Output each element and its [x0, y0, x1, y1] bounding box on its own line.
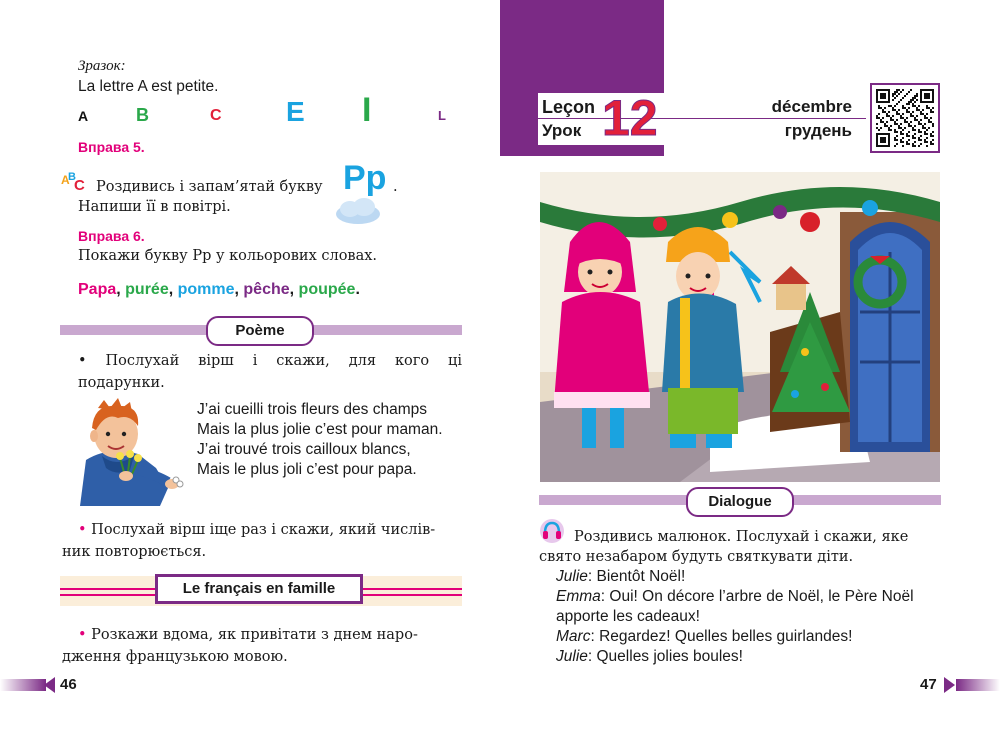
- word-papa: Papa: [78, 281, 117, 298]
- lecon-label: Leçon: [542, 97, 596, 117]
- dialogue-line-5: [556, 647, 743, 667]
- cloud-icon: [333, 196, 383, 226]
- word-peche: pêche: [243, 281, 290, 298]
- speaker-emma: Emma: [556, 588, 601, 605]
- christmas-illustration: [540, 172, 940, 482]
- poeme-header: Poème: [206, 316, 314, 346]
- exercise-5-line1: Роздивись і запам’ятай букву: [96, 179, 323, 195]
- word-sep: ,: [234, 281, 244, 298]
- colored-words: [78, 281, 360, 299]
- poem-line-2: Mais la plus jolie c’est pour maman.: [197, 421, 443, 438]
- svg-text:A: A: [61, 173, 70, 187]
- word-sep: ,: [289, 281, 299, 298]
- month-fr: décembre: [771, 97, 852, 116]
- dialogue-text: : Oui! On décore l’arbre de Noël, le Père Noël: [600, 588, 914, 605]
- famille-text: Розкажи вдома, як привітати з днем наро-: [91, 627, 418, 643]
- arrow-right-icon: [944, 677, 955, 693]
- word-poupee: poupée: [298, 281, 356, 298]
- poem-intro-line2: подарунки.: [78, 375, 165, 391]
- poem-intro-line1: [78, 350, 462, 372]
- speaker-marc: Marc: [556, 628, 591, 645]
- letter-i: I: [362, 91, 372, 129]
- urok-label: Урок: [542, 121, 582, 140]
- dialogue-line-2: [556, 587, 914, 607]
- dialogue-line-4: [556, 627, 852, 647]
- page-bar-right: [956, 679, 1000, 691]
- famille-header: Le français en famille: [155, 574, 363, 604]
- boy-with-flowers-illustration: [68, 398, 188, 506]
- famille-line1: • Розкажи вдома, як привітати з днем наро-: [78, 627, 418, 643]
- dialogue-text: : Regardez! Quelles belles guirlandes!: [590, 628, 853, 645]
- lesson-header-divider: [538, 118, 866, 119]
- svg-text:C: C: [74, 177, 85, 192]
- exercise-5-dot: .: [393, 179, 398, 195]
- poem-again-line1: • Послухай вірш іще раз і скажи, який числів-: [78, 522, 436, 538]
- poem-again-text: Послухай вірш іще раз і скажи, який числів-: [91, 522, 436, 538]
- exercise-6-title: Вправа 6.: [78, 228, 145, 244]
- letter-pp: Pp: [343, 159, 387, 197]
- poem-line-3: J’ai trouvé trois cailloux blancs,: [197, 441, 411, 458]
- headphones-icon: [539, 518, 565, 544]
- word-sep: ,: [168, 281, 178, 298]
- speaker-julie: Julie: [556, 568, 588, 585]
- letter-c: C: [210, 107, 222, 124]
- dialogue-intro-line1: Роздивись малюнок. Послухай і скажи, яке: [574, 529, 909, 545]
- word-end: .: [355, 281, 360, 298]
- dialogue-text: apporte les cadeaux!: [556, 608, 700, 625]
- exercise-5-title: Вправа 5.: [78, 139, 145, 155]
- sample-label: Зразок:: [78, 58, 126, 74]
- letter-b: B: [136, 105, 149, 125]
- dialogue-text: : Bientôt Noël!: [587, 568, 686, 585]
- poem-line-1: J’ai cueilli trois fleurs des champs: [197, 401, 428, 418]
- word-pomme: pomme: [177, 281, 235, 298]
- speaker-julie: Julie: [556, 648, 588, 665]
- lesson-header: [538, 90, 866, 146]
- abc-icon: [60, 170, 90, 192]
- dialogue-line-3: [556, 607, 700, 627]
- dialogue-text: : Quelles jolies boules!: [587, 648, 743, 665]
- exercise-5-line2: Напиши її в повітрі.: [78, 199, 231, 215]
- month-ua: грудень: [784, 121, 852, 140]
- letter-e: E: [286, 96, 305, 127]
- dialogue-header: Dialogue: [686, 487, 794, 517]
- poem-line-4: Mais le plus joli c’est pour papa.: [197, 461, 417, 478]
- page-number-right: 47: [920, 676, 937, 693]
- sample-sentence: La lettre A est petite.: [78, 78, 219, 95]
- letters-row: [78, 91, 468, 129]
- lesson-number: 12: [602, 90, 658, 146]
- word-sep: ,: [116, 281, 126, 298]
- arrow-left-icon: [44, 677, 55, 693]
- page-bar-left: [0, 679, 46, 691]
- dialogue-intro-line2: свято незабаром будуть святкувати діти.: [539, 549, 854, 565]
- poem-again-line2: ник повторюється.: [62, 544, 207, 560]
- exercise-6-line1: Покажи букву Рр у кольорових словах.: [78, 248, 378, 264]
- page-number-left: 46: [60, 676, 77, 693]
- letter-a: A: [78, 108, 89, 124]
- poem-intro-text: • Послухай вірш і скажи, для кого ці: [78, 353, 462, 369]
- svg-text:B: B: [68, 171, 76, 183]
- dialogue-line-1: [556, 567, 685, 587]
- qr-code[interactable]: [870, 83, 940, 153]
- letter-l: L: [438, 108, 446, 123]
- word-puree: purée: [125, 281, 169, 298]
- famille-line2: дження французькою мовою.: [62, 649, 288, 665]
